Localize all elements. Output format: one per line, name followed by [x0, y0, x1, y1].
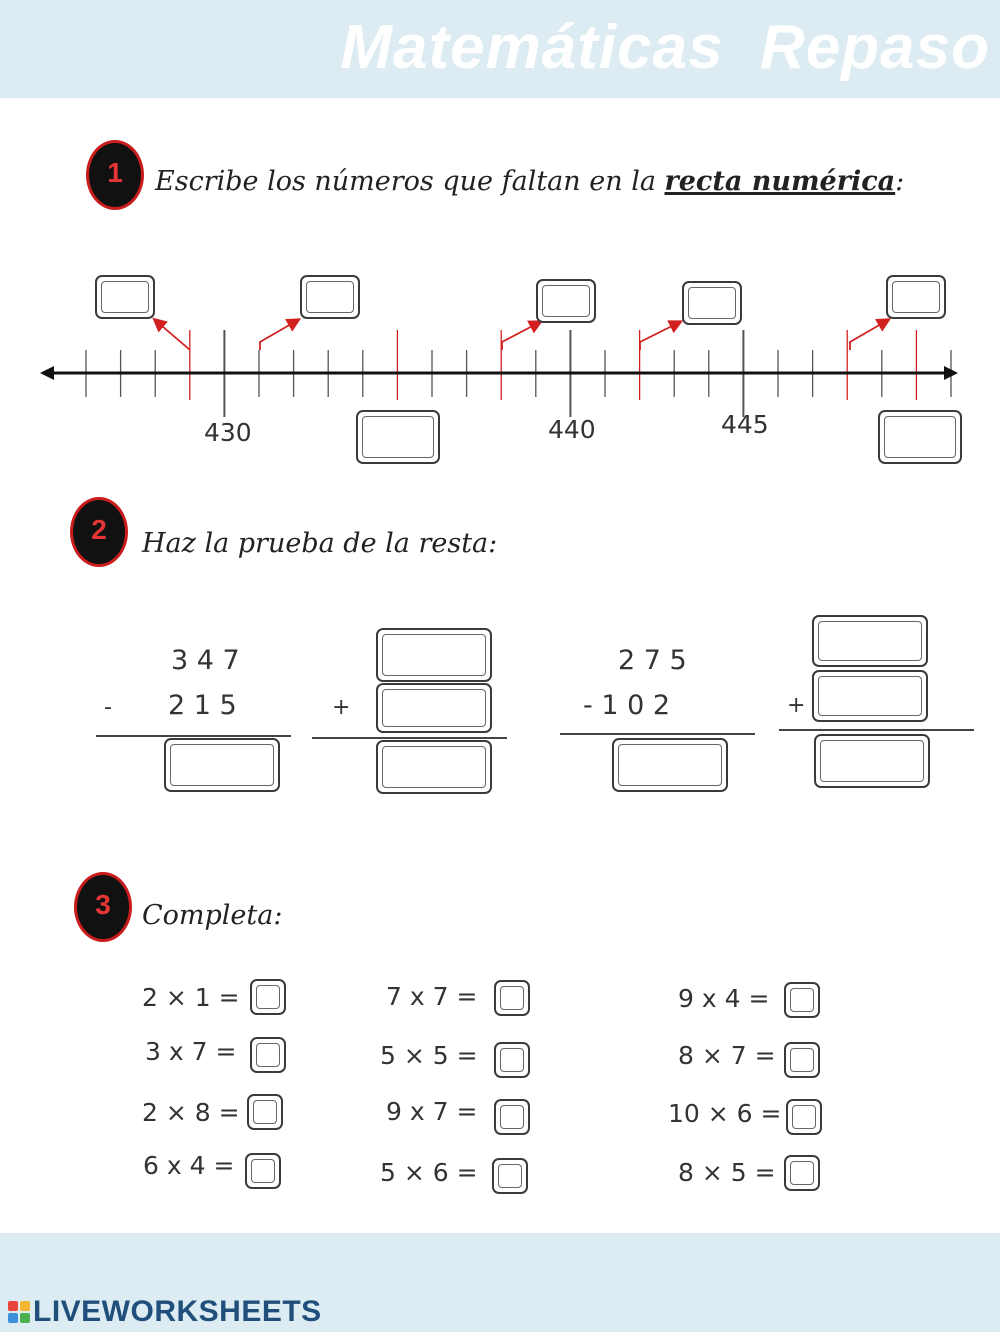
product-box[interactable] [784, 982, 820, 1018]
equation-text: 9 x 4 = [678, 984, 770, 1013]
pointer-arrow [850, 320, 888, 350]
section-2-instruction: Haz la prueba de la resta: [142, 528, 498, 559]
equation-text: 2 × 8 = [142, 1098, 240, 1127]
section-1-instruction [155, 166, 904, 197]
pointer-arrow [640, 322, 680, 350]
check-addend-box[interactable] [812, 615, 928, 667]
result-line [779, 729, 974, 731]
pointer-arrow [502, 322, 540, 350]
subtrahend-1: 2 1 5 [168, 690, 237, 721]
section-2-badge [70, 497, 128, 567]
brand-logo-icon [8, 1301, 30, 1323]
equation-text: 6 x 4 = [143, 1151, 235, 1180]
difference-box[interactable] [164, 738, 280, 792]
equation-text: 9 x 7 = [386, 1097, 478, 1126]
equation-text: 8 × 7 = [678, 1041, 776, 1070]
result-line [560, 733, 755, 735]
section-1-badge [86, 140, 144, 210]
number-line-answer-box[interactable] [356, 410, 440, 464]
product-box[interactable] [784, 1155, 820, 1191]
plus-sign-2: + [787, 693, 806, 718]
section-3-number: 3 [95, 889, 111, 920]
product-box[interactable] [786, 1099, 822, 1135]
number-line-answer-box[interactable] [95, 275, 155, 319]
section-1-number: 1 [107, 157, 123, 188]
plus-sign-1: + [332, 695, 351, 720]
left-arrowhead [40, 366, 54, 380]
minuend-2: 2 7 5 [618, 645, 687, 676]
check-addend-box[interactable] [812, 670, 928, 722]
minus-sign-1: - [104, 695, 112, 720]
pointer-arrow [155, 320, 190, 350]
minuend-1: 3 4 7 [171, 645, 240, 676]
number-line-answer-box[interactable] [878, 410, 962, 464]
instruction-1-suffix: : [895, 166, 905, 197]
product-box[interactable] [250, 979, 286, 1015]
check-sum-box[interactable] [376, 740, 492, 794]
number-line-answer-box[interactable] [300, 275, 360, 319]
brand[interactable] [8, 1295, 322, 1329]
product-box[interactable] [492, 1158, 528, 1194]
tick-label-430: 430 [204, 418, 252, 447]
product-box[interactable] [247, 1094, 283, 1130]
subtrahend-2: - 1 0 2 [583, 690, 671, 721]
section-2-number: 2 [91, 514, 107, 545]
product-box[interactable] [250, 1037, 286, 1073]
result-line [96, 735, 291, 737]
pointer-arrows [155, 320, 888, 350]
check-sum-box[interactable] [814, 734, 930, 788]
product-box[interactable] [784, 1042, 820, 1078]
check-addend-box[interactable] [376, 683, 492, 733]
brand-name: LIVEWORKSHEETS [33, 1295, 322, 1328]
number-line-answer-box[interactable] [682, 281, 742, 325]
product-box[interactable] [494, 1042, 530, 1078]
product-box[interactable] [245, 1153, 281, 1189]
difference-box[interactable] [612, 738, 728, 792]
check-addend-box[interactable] [376, 628, 492, 682]
product-box[interactable] [494, 980, 530, 1016]
product-box[interactable] [494, 1099, 530, 1135]
result-line [312, 737, 507, 739]
equation-text: 5 × 6 = [380, 1158, 478, 1187]
number-line-answer-box[interactable] [536, 279, 596, 323]
section-3-instruction: Completa: [142, 900, 283, 931]
number-line-answer-box[interactable] [886, 275, 946, 319]
equation-text: 2 × 1 = [142, 983, 240, 1012]
equation-text: 7 x 7 = [386, 982, 478, 1011]
equation-text: 5 × 5 = [380, 1041, 478, 1070]
section-3-badge [74, 872, 132, 942]
instruction-1-text: Escribe los números que faltan en la [155, 166, 665, 197]
pointer-arrow [260, 320, 298, 350]
instruction-1-emphasis: recta numérica [664, 166, 896, 197]
tick-label-445: 445 [721, 410, 769, 439]
equation-text: 10 × 6 = [668, 1099, 782, 1128]
tick-label-440: 440 [548, 415, 596, 444]
equation-text: 3 x 7 = [145, 1037, 237, 1066]
equation-text: 8 × 5 = [678, 1158, 776, 1187]
worksheet-title: Matemáticas Repaso [340, 13, 990, 82]
